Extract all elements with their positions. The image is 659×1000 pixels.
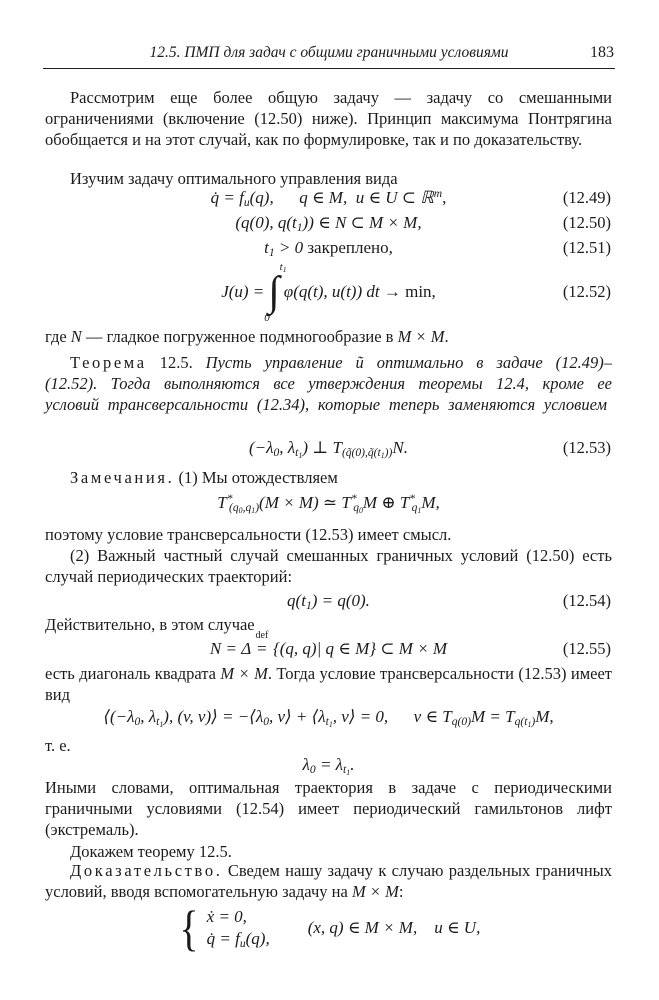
equation-lambda [45, 754, 612, 776]
equation-transversality-content: $⟨(-\lambda_0$, $\lambda_{t_1}$), (v, v)⟩ = $-⟨\lambda_0$, v⟩ + $⟨\lambda_{t_1}$, v⟩ = 0, v ∈ $T_{q(0)}M = T_{q(t_1)}M$, [103, 707, 554, 729]
equation-12-52 [45, 261, 612, 324]
equation-12-53-content: ($-\lambda_0$, $\lambda_{t_1}$) ⊥ $T_{(q̃(0),q̃(t_1))}N$. [249, 438, 408, 460]
paragraph-remark2: (2) Важный частный случай смешанных граничных условий (12.50) есть случай периодических траекторий: [45, 546, 612, 586]
system-line-1: ẋ = 0, [206, 907, 247, 926]
equation-12-52-number: (12.52) [562, 282, 611, 302]
theorem-number: 12.5. [159, 353, 193, 372]
equation-12-54 [45, 590, 612, 612]
integral-glyph: ∫ [268, 269, 280, 316]
integral-sign [264, 261, 287, 324]
equation-12-49-content: q̇ = $f_u(q)$, q ∈ M, u ∈ U ⊂ ℝ$^m$, [210, 187, 447, 209]
system-brace: { [179, 900, 199, 956]
equation-12-54-number: (12.54) [562, 590, 611, 610]
equation-12-51 [45, 237, 612, 259]
system-side-condition: (x, q) ∈ M × M, u ∈ U, [307, 918, 481, 937]
equation-12-49-number: (12.49) [562, 187, 611, 207]
remarks-label: Замечания. [70, 468, 175, 487]
equation-12-52-rhs: φ(q(t), u(t)) dt → min, [283, 282, 436, 302]
paragraph-therefore: поэтому условие трансверсальности (12.53) имеет смысл. [45, 525, 452, 544]
paragraph-intro: Рассмотрим еще более общую задачу — задачу со смешанными ограничениями (включение (12.50) ниже). Принцип максимума Понтрягина обобщается и на этот случай, как по формулировке, так и по доказательству. [45, 88, 612, 149]
page-number: 183 [590, 44, 614, 61]
equation-12-55 [45, 629, 612, 660]
paragraph-study: Изучим задачу оптимального управления вида [70, 169, 398, 188]
proof-paragraph [45, 860, 612, 902]
equation-system [45, 900, 612, 956]
equation-12-52-lhs: J(u) = [221, 282, 265, 302]
paragraph-where: где N — гладкое погруженное подмногообразие в M × M. [45, 327, 449, 346]
equation-12-55-content: N = Δ def = {(q, q)| q ∈ M} ⊂ M × M [209, 629, 448, 658]
equation-12-51-content: $t_1 > 0$ закреплено, [264, 238, 393, 259]
proof-label: Доказательство. [70, 861, 223, 880]
equation-identification [45, 492, 612, 514]
paragraph-indeed: Действительно, в этом случае [45, 615, 255, 634]
equation-12-55-number: (12.55) [562, 638, 611, 658]
integral-lower-limit: 0 [264, 311, 270, 324]
equation-12-54-content: $q(t_1) = q(0)$. [287, 591, 370, 612]
page-header [43, 42, 615, 69]
equation-12-50 [45, 212, 612, 234]
equation-12-49 [45, 187, 612, 209]
paragraph-ie: т. е. [45, 736, 71, 755]
equation-12-53-number: (12.53) [562, 437, 611, 457]
paragraph-conclusion: Иными словами, оптимальная траектория в задаче с периодическими граничными условиями (12.54) имеет периодический гамильтонов лифт (экстремаль). [45, 778, 612, 839]
theorem-label: Теорема [70, 353, 147, 372]
system-lines [207, 906, 270, 950]
integral-upper-limit: $t_1$ [279, 261, 287, 274]
theorem-12-5 [45, 352, 612, 415]
equation-transversality [45, 706, 612, 728]
proof-text: Сведем нашу задачу к случаю раздельных граничных условий, вводя вспомогательную задачу на M × M: [45, 861, 612, 901]
equation-12-50-content: (q(0), $q(t_1)$) ∈ N ⊂ M × M, [235, 213, 422, 234]
equation-12-51-number: (12.51) [562, 237, 611, 257]
equation-identification-content: $T^*_{(q_0,q_1)}(M \times M)$ ≃ $T^*_{q_0}M$ ⊕ $T^*_{q_1}M$, [217, 492, 440, 515]
remarks-text: (1) Мы отождествляем [178, 468, 338, 487]
equation-12-50-number: (12.50) [562, 212, 611, 232]
theorem-text: Пусть управление ũ оптимально в задаче (12.49)–(12.52). Тогда выполняются все утверждения теоремы 12.4, кроме ее условий трансверсальности (12.34), которые теперь заменяются условием [45, 353, 612, 414]
equation-12-53 [45, 437, 612, 459]
equation-lambda-content: $\lambda_0 = \lambda_{t_1}$. [302, 755, 355, 777]
remarks-heading [45, 467, 612, 488]
paragraph-diagonal: есть диагональ квадрата M × M. Тогда условие трансверсальности (12.53) имеет вид [45, 664, 612, 704]
section-title: 12.5. ПМП для задач с общими граничными условиями [149, 44, 509, 61]
system-line-2: q̇ = $f_u(q)$, [206, 929, 270, 950]
paragraph-prove: Докажем теорему 12.5. [70, 842, 232, 861]
